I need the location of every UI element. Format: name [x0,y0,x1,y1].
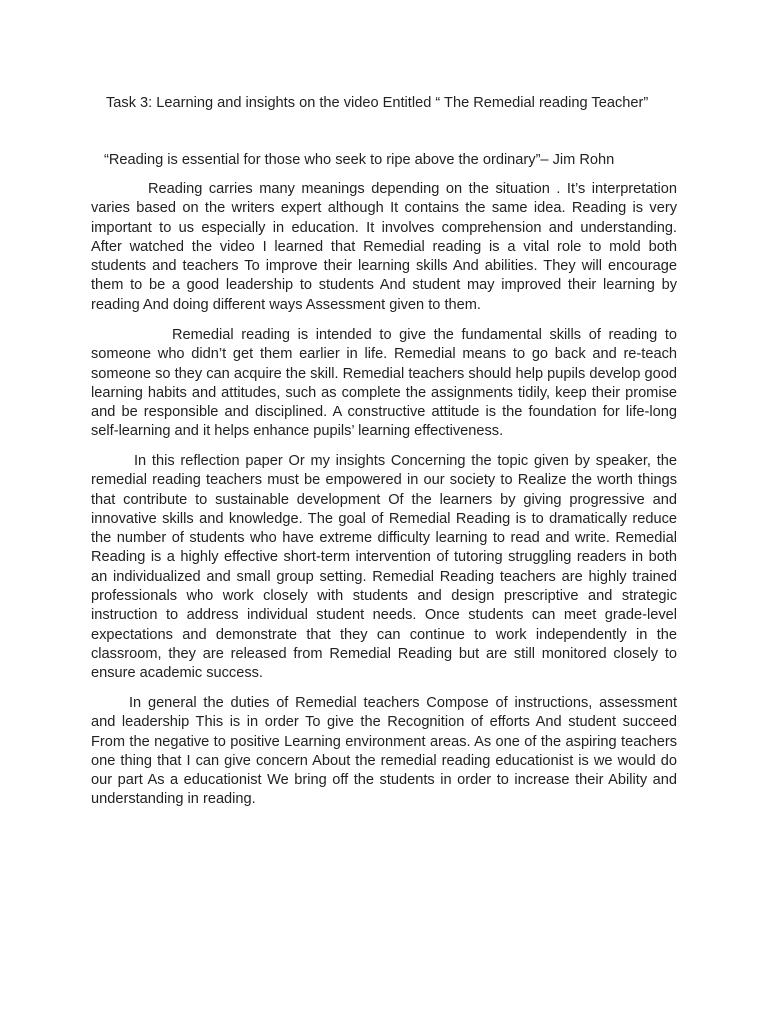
paragraph-1: Reading carries many meanings depending on the situation . It’s interpretation varies based on the writers expert although It contains the same idea. Reading is very important to us especially in education. It involves comprehension and understanding. After watched the video I learned that Remedial reading is a vital role to mold both students and teachers To improve their learning skills And abilities. They will encourage them to be a good leadership to students And student may improved their learning by reading And doing different ways Assessment given to them. [91,181,677,313]
document-title: Task 3: Learning and insights on the video Entitled “ The Remedial reading Teacher” [106,95,649,111]
paragraph-2: Remedial reading is intended to give the fundamental skills of reading to someone who didn’t get them earlier in life. Remedial means to go back and re-teach someone so they can acquire the skill. Remedial teachers should help pupils develop good learning habits and attitudes, such as complete the assignments tidily, keep their promise and be responsible and disciplined. A constructive attitude is the foundation for life-long self-learning and it helps enhance pupils’ learning effectiveness. [91,327,677,440]
epigraph-quote: “Reading is essential for those who seek to ripe above the ordinary”– Jim Rohn [104,152,615,168]
paragraph-4: In general the duties of Remedial teachers Compose of instructions, assessment and leadership This is in order To give the Recognition of efforts And student succeed From the negative to positive Learning environment areas. As one of the aspiring teachers one thing that I can give concern About the remedial reading educationist is we would do our part As a educationist We bring off the students in order to increase their Ability and understanding in reading. [91,695,677,808]
paragraph-3: In this reflection paper Or my insights Concerning the topic given by speaker, the remedial reading teachers must be empowered in our society to Realize the worth things that contribute to sustainable development Of the learners by giving progressive and innovative skills and knowledge. The goal of Remedial Reading is to dramatically reduce the number of students who have extreme difficulty learning to read and write. Remedial Reading is a highly effective short-term intervention of tutoring struggling readers in both an individualized and small group setting. Remedial Reading teachers are highly trained professionals who work closely with students and design prescriptive and strategic instruction to address individual student needs. Once students can meet grade-level expectations and demonstrate that they can continue to work independently in the classroom, they are released from Remedial Reading but are still monitored closely to ensure academic success. [91,453,677,682]
